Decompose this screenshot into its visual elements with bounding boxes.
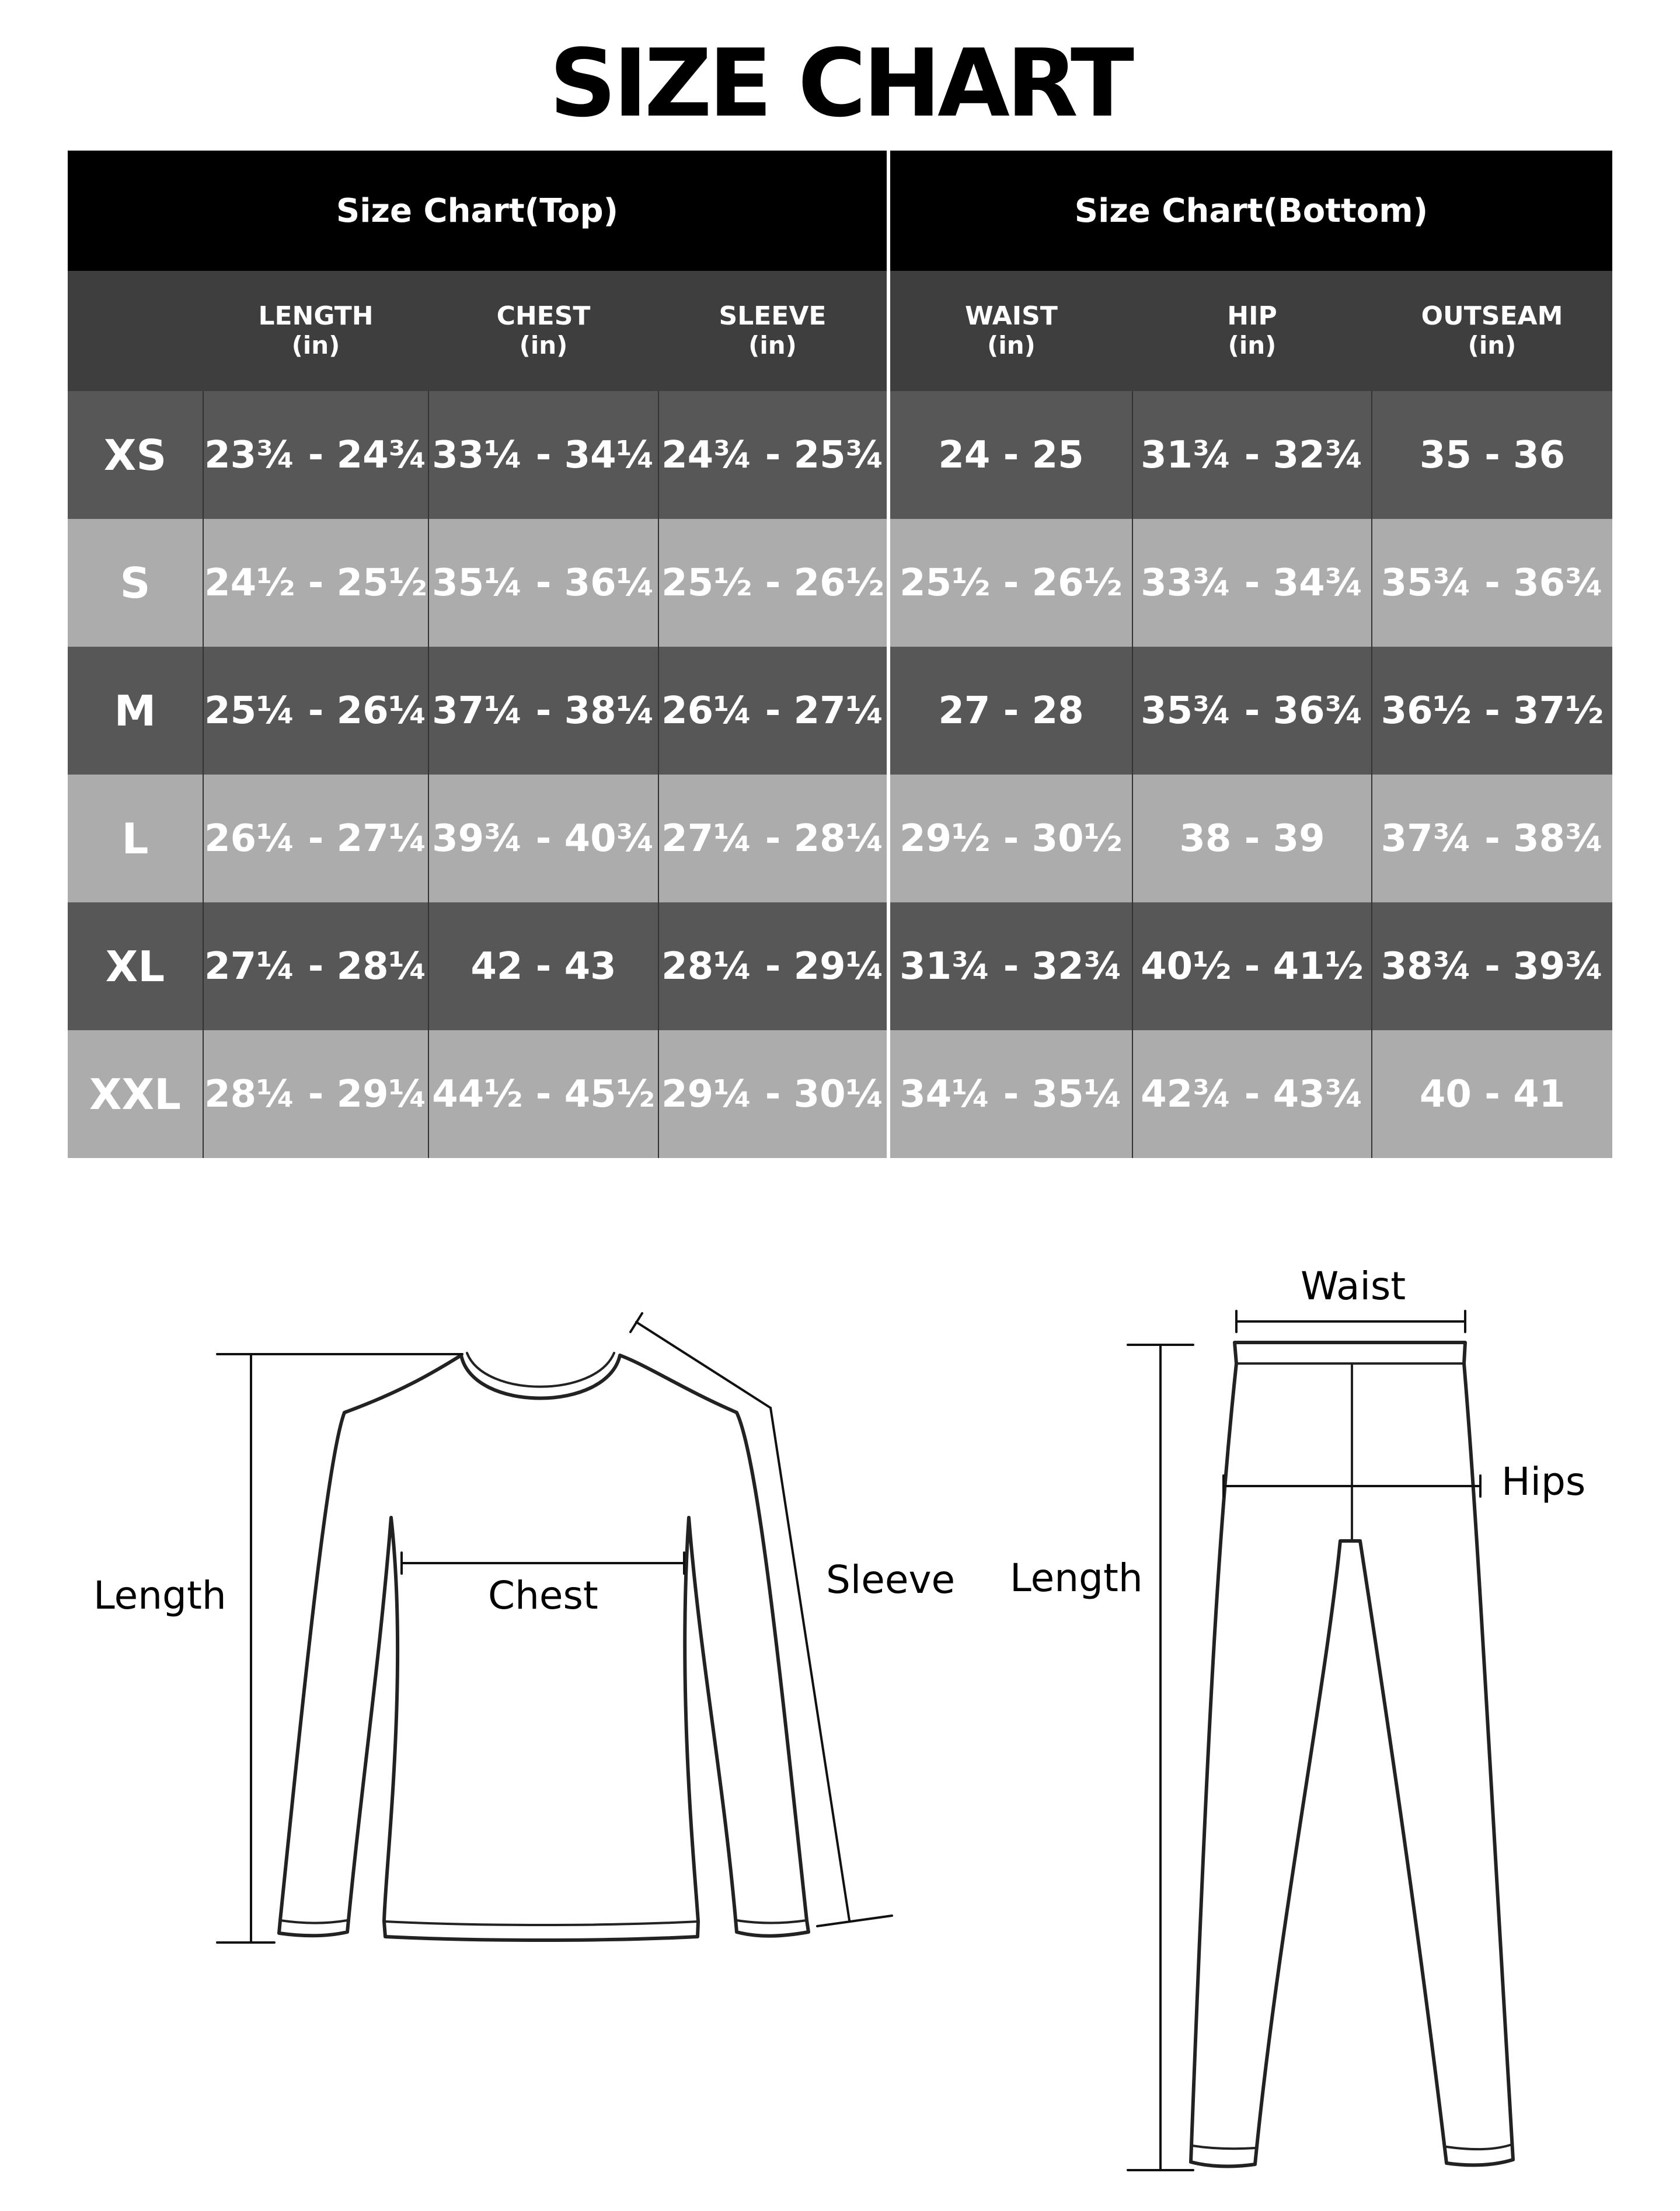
column-unit: (in) bbox=[748, 331, 797, 360]
waist-cell: 34¼ - 35¼ bbox=[888, 1030, 1132, 1158]
column-header-chest bbox=[428, 271, 658, 391]
sleeve-cell: 26¼ - 27¼ bbox=[658, 647, 888, 775]
pants-measure-lines bbox=[1128, 1311, 1480, 2170]
table-row-s bbox=[68, 519, 1612, 647]
waist-cell: 27 - 28 bbox=[888, 647, 1132, 775]
hip-cell: 33¾ - 34¾ bbox=[1132, 519, 1372, 647]
bottom-group-header: Size Chart(Bottom) bbox=[888, 151, 1612, 271]
size-label: XL bbox=[68, 902, 203, 1030]
group-header-row bbox=[68, 151, 1612, 271]
length-cell: 28¼ - 29¼ bbox=[203, 1030, 428, 1158]
size-label: XS bbox=[68, 391, 203, 519]
waist-cell: 31¾ - 32¾ bbox=[888, 902, 1132, 1030]
page-title: SIZE CHART bbox=[549, 29, 1131, 138]
column-name: LENGTH bbox=[258, 301, 374, 331]
label-top-length: Length bbox=[93, 1573, 226, 1618]
waist-cell: 24 - 25 bbox=[888, 391, 1132, 519]
label-sleeve: Sleeve bbox=[826, 1557, 956, 1602]
size-column-header bbox=[68, 271, 203, 391]
label-bottom-length: Length bbox=[1010, 1556, 1143, 1600]
size-label: M bbox=[68, 647, 203, 775]
table-row-m bbox=[68, 647, 1612, 775]
column-unit: (in) bbox=[291, 331, 340, 360]
label-waist: Waist bbox=[1301, 1264, 1406, 1309]
table-row-xl bbox=[68, 902, 1612, 1030]
size-chart-table bbox=[68, 151, 1612, 1158]
outseam-cell: 40 - 41 bbox=[1372, 1030, 1612, 1158]
chest-cell: 33¼ - 34¼ bbox=[428, 391, 658, 519]
column-header-hip bbox=[1132, 271, 1372, 391]
column-header-outseam bbox=[1372, 271, 1612, 391]
measurement-diagram bbox=[0, 1167, 1680, 2211]
length-cell: 25¼ - 26¼ bbox=[203, 647, 428, 775]
size-label: L bbox=[68, 775, 203, 902]
table-row-l bbox=[68, 775, 1612, 902]
outseam-cell: 35¾ - 36¾ bbox=[1372, 519, 1612, 647]
table-row-xxl bbox=[68, 1030, 1612, 1158]
sleeve-cell: 25½ - 26½ bbox=[658, 519, 888, 647]
outseam-cell: 36½ - 37½ bbox=[1372, 647, 1612, 775]
column-unit: (in) bbox=[1468, 331, 1517, 360]
outseam-cell: 37¾ - 38¾ bbox=[1372, 775, 1612, 902]
sleeve-cell: 24¾ - 25¾ bbox=[658, 391, 888, 519]
label-hips: Hips bbox=[1501, 1459, 1586, 1504]
column-name: WAIST bbox=[965, 301, 1058, 331]
chest-cell: 37¼ - 38¼ bbox=[428, 647, 658, 775]
column-header-waist bbox=[888, 271, 1132, 391]
waist-cell: 25½ - 26½ bbox=[888, 519, 1132, 647]
sleeve-cell: 28¼ - 29¼ bbox=[658, 902, 888, 1030]
column-unit: (in) bbox=[1228, 331, 1277, 360]
chest-cell: 42 - 43 bbox=[428, 902, 658, 1030]
shirt-measure-lines bbox=[217, 1313, 892, 1943]
hip-cell: 38 - 39 bbox=[1132, 775, 1372, 902]
outseam-cell: 38¾ - 39¾ bbox=[1372, 902, 1612, 1030]
outseam-cell: 35 - 36 bbox=[1372, 391, 1612, 519]
top-group-header: Size Chart(Top) bbox=[68, 151, 888, 271]
length-cell: 26¼ - 27¼ bbox=[203, 775, 428, 902]
hip-cell: 35¾ - 36¾ bbox=[1132, 647, 1372, 775]
waist-cell: 29½ - 30½ bbox=[888, 775, 1132, 902]
length-cell: 27¼ - 28¼ bbox=[203, 902, 428, 1030]
pants-illustration bbox=[1191, 1342, 1513, 2166]
chest-cell: 39¾ - 40¾ bbox=[428, 775, 658, 902]
column-header-length bbox=[203, 271, 428, 391]
sleeve-cell: 29¼ - 30¼ bbox=[658, 1030, 888, 1158]
table-row-xs bbox=[68, 391, 1612, 519]
hip-cell: 40½ - 41½ bbox=[1132, 902, 1372, 1030]
chest-cell: 44½ - 45½ bbox=[428, 1030, 658, 1158]
column-header-row bbox=[68, 271, 1612, 391]
column-unit: (in) bbox=[519, 331, 568, 360]
column-header-sleeve bbox=[658, 271, 888, 391]
hip-cell: 31¾ - 32¾ bbox=[1132, 391, 1372, 519]
size-label: S bbox=[68, 519, 203, 647]
column-unit: (in) bbox=[987, 331, 1036, 360]
column-name: OUTSEAM bbox=[1421, 301, 1563, 331]
column-name: SLEEVE bbox=[719, 301, 827, 331]
sleeve-cell: 27¼ - 28¼ bbox=[658, 775, 888, 902]
length-cell: 24½ - 25½ bbox=[203, 519, 428, 647]
column-name: HIP bbox=[1227, 301, 1277, 331]
column-name: CHEST bbox=[496, 301, 591, 331]
length-cell: 23¾ - 24¾ bbox=[203, 391, 428, 519]
shirt-illustration bbox=[279, 1353, 808, 1940]
label-chest: Chest bbox=[488, 1573, 598, 1618]
size-label: XXL bbox=[68, 1030, 203, 1158]
chest-cell: 35¼ - 36¼ bbox=[428, 519, 658, 647]
hip-cell: 42¾ - 43¾ bbox=[1132, 1030, 1372, 1158]
